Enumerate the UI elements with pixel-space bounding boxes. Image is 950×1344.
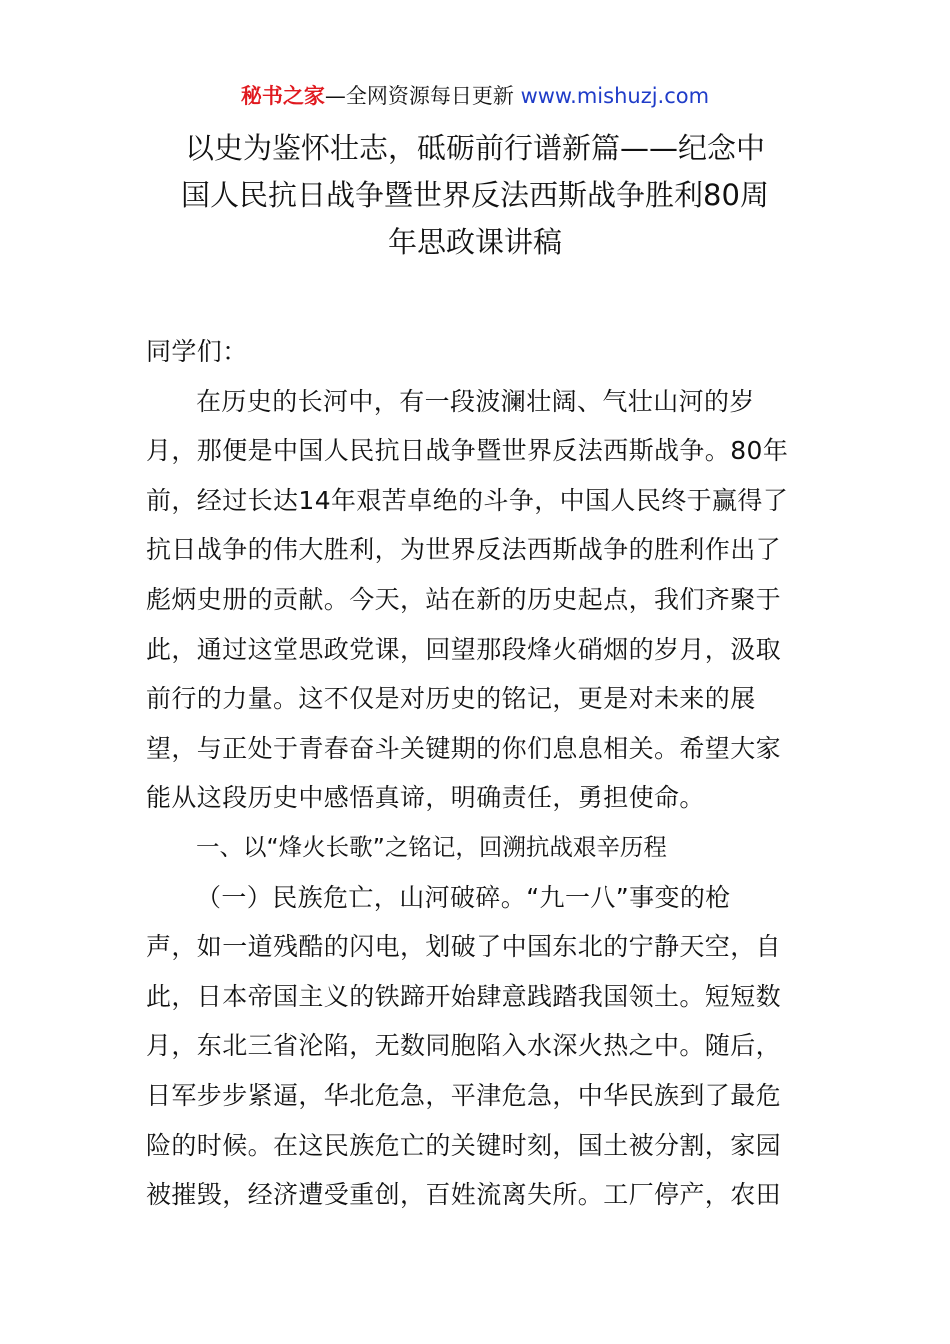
paragraph-line: 彪炳史册的贡献。今天，站在新的历史起点，我们齐聚于 bbox=[146, 584, 782, 614]
document-body bbox=[146, 327, 810, 1220]
document-title bbox=[135, 125, 815, 266]
paragraph-line: 被摧毁，经济遭受重创，百姓流离失所。工厂停产，农田 bbox=[146, 1180, 782, 1210]
section-heading: 一、以“烽火长歌”之铭记，回溯抗战艰辛历程 bbox=[196, 832, 667, 861]
paragraph-line: 在历史的长河中，有一段波澜壮阔、气壮山河的岁 bbox=[196, 386, 755, 416]
paragraph-line: 月，东北三省沦陷，无数同胞陷入水深火热之中。随后， bbox=[146, 1031, 782, 1061]
paragraph-line: 此，通过这堂思政党课，回望那段烽火硝烟的岁月，汲取 bbox=[146, 634, 782, 664]
paragraph-line: 险的时候。在这民族危亡的关键时刻，国土被分割，家园 bbox=[146, 1130, 782, 1160]
paragraph-line: （一）民族危亡，山河破碎。“九一八”事变的枪 bbox=[196, 882, 731, 912]
paragraph-line: 能从这段历史中感悟真谛，明确责任，勇担使命。 bbox=[146, 783, 705, 813]
site-tagline: —全网资源每日更新 bbox=[324, 84, 514, 108]
site-name: 秘书之家 bbox=[240, 84, 325, 108]
title-line: 国人民抗日战争暨世界反法西斯战争胜利80周 bbox=[181, 178, 769, 212]
paragraph-line: 抗日战争的伟大胜利，为世界反法西斯战争的胜利作出了 bbox=[146, 535, 782, 565]
salutation: 同学们： bbox=[146, 337, 248, 366]
paragraph-line: 前行的力量。这不仅是对历史的铭记，更是对未来的展 bbox=[146, 684, 756, 714]
paragraph-line: 前，经过长达14年艰苦卓绝的斗争，中国人民终于赢得了 bbox=[146, 485, 789, 515]
site-header bbox=[0, 80, 950, 112]
title-line: 以史为鉴怀壮志，砥砺前行谱新篇——纪念中 bbox=[184, 131, 765, 165]
site-url-link[interactable]: www.mishuzj.com bbox=[520, 84, 710, 108]
paragraph-line: 望，与正处于青春奋斗关键期的你们息息相关。希望大家 bbox=[146, 733, 782, 763]
title-line: 年思政课讲稿 bbox=[387, 225, 562, 259]
paragraph-line: 声，如一道残酷的闪电，划破了中国东北的宁静天空，自 bbox=[146, 932, 782, 962]
paragraph-line: 月，那便是中国人民抗日战争暨世界反法西斯战争。80年 bbox=[146, 436, 789, 466]
paragraph-line: 此，日本帝国主义的铁蹄开始肆意践踏我国领土。短短数 bbox=[146, 981, 782, 1011]
paragraph-line: 日军步步紧逼，华北危急，平津危急，中华民族到了最危 bbox=[146, 1080, 782, 1110]
